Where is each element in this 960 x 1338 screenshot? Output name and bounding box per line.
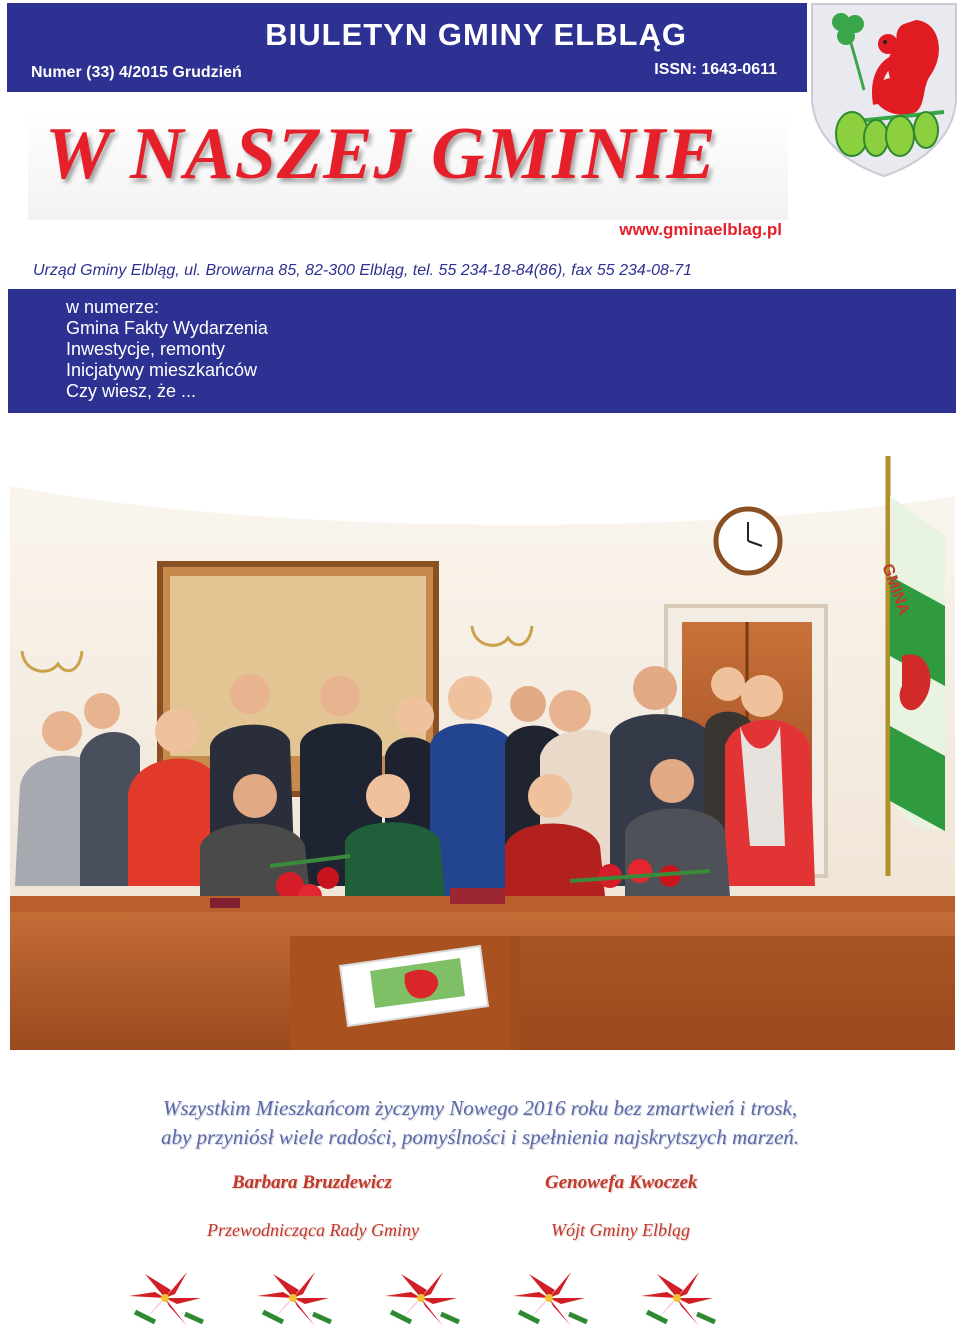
website-link[interactable]: www.gminaelblag.pl	[619, 220, 782, 239]
poinsettia-icon	[513, 1272, 587, 1326]
signatory-name-1: Barbara Bruzdewicz	[232, 1172, 392, 1193]
masthead-title: W NASZEJ GMINIE	[45, 113, 717, 195]
contents-list	[66, 297, 268, 402]
signatory-name-2: Genowefa Kwoczek	[545, 1172, 698, 1193]
contents-heading: w numerze:	[66, 297, 160, 317]
contents-item: Inicjatywy mieszkańców	[66, 360, 258, 380]
poinsettia-icon	[257, 1272, 331, 1326]
poinsettia-icon	[641, 1272, 715, 1326]
contents-item: Czy wiesz, że ...	[66, 381, 197, 401]
group-photo	[10, 426, 955, 1050]
medal-box	[450, 888, 505, 904]
contents-item: Inwestycje, remonty	[66, 339, 226, 359]
issue-number: Numer (33) 4/2015 Grudzień	[31, 64, 242, 81]
contents-item: Gmina Fakty Wydarzenia	[66, 318, 268, 338]
signatory-role-2: Wójt Gminy Elbląg	[551, 1220, 690, 1240]
contents-band	[8, 289, 956, 413]
candle-icon	[72, 638, 78, 654]
greeting-line-2: aby przyniósł wiele radości, pomyślności i spełnienia najskrytszych marzeń.	[160, 1125, 800, 1149]
signatory-role-1: Przewodnicząca Rady Gminy	[207, 1220, 419, 1240]
poinsettia-border	[125, 1262, 765, 1334]
candle-icon	[28, 638, 34, 654]
issn: ISSN: 1643-0611	[654, 61, 777, 78]
coat-of-arms-icon	[808, 0, 960, 180]
office-address: Urząd Gminy Elbląg, ul. Browarna 85, 82-300 Elbląg, tel. 55 234-18-84(86), fax 55 234-08-71	[33, 262, 693, 279]
flag-text: GMINA	[878, 561, 913, 618]
greeting-line-1: Wszystkim Mieszkańcom życzymy Nowego 2016 roku bez zmartwień i trosk,	[162, 1096, 798, 1120]
header-band	[7, 3, 807, 92]
bulletin-title: BIULETYN GMINY ELBLĄG	[265, 17, 687, 52]
poinsettia-icon	[385, 1272, 459, 1326]
